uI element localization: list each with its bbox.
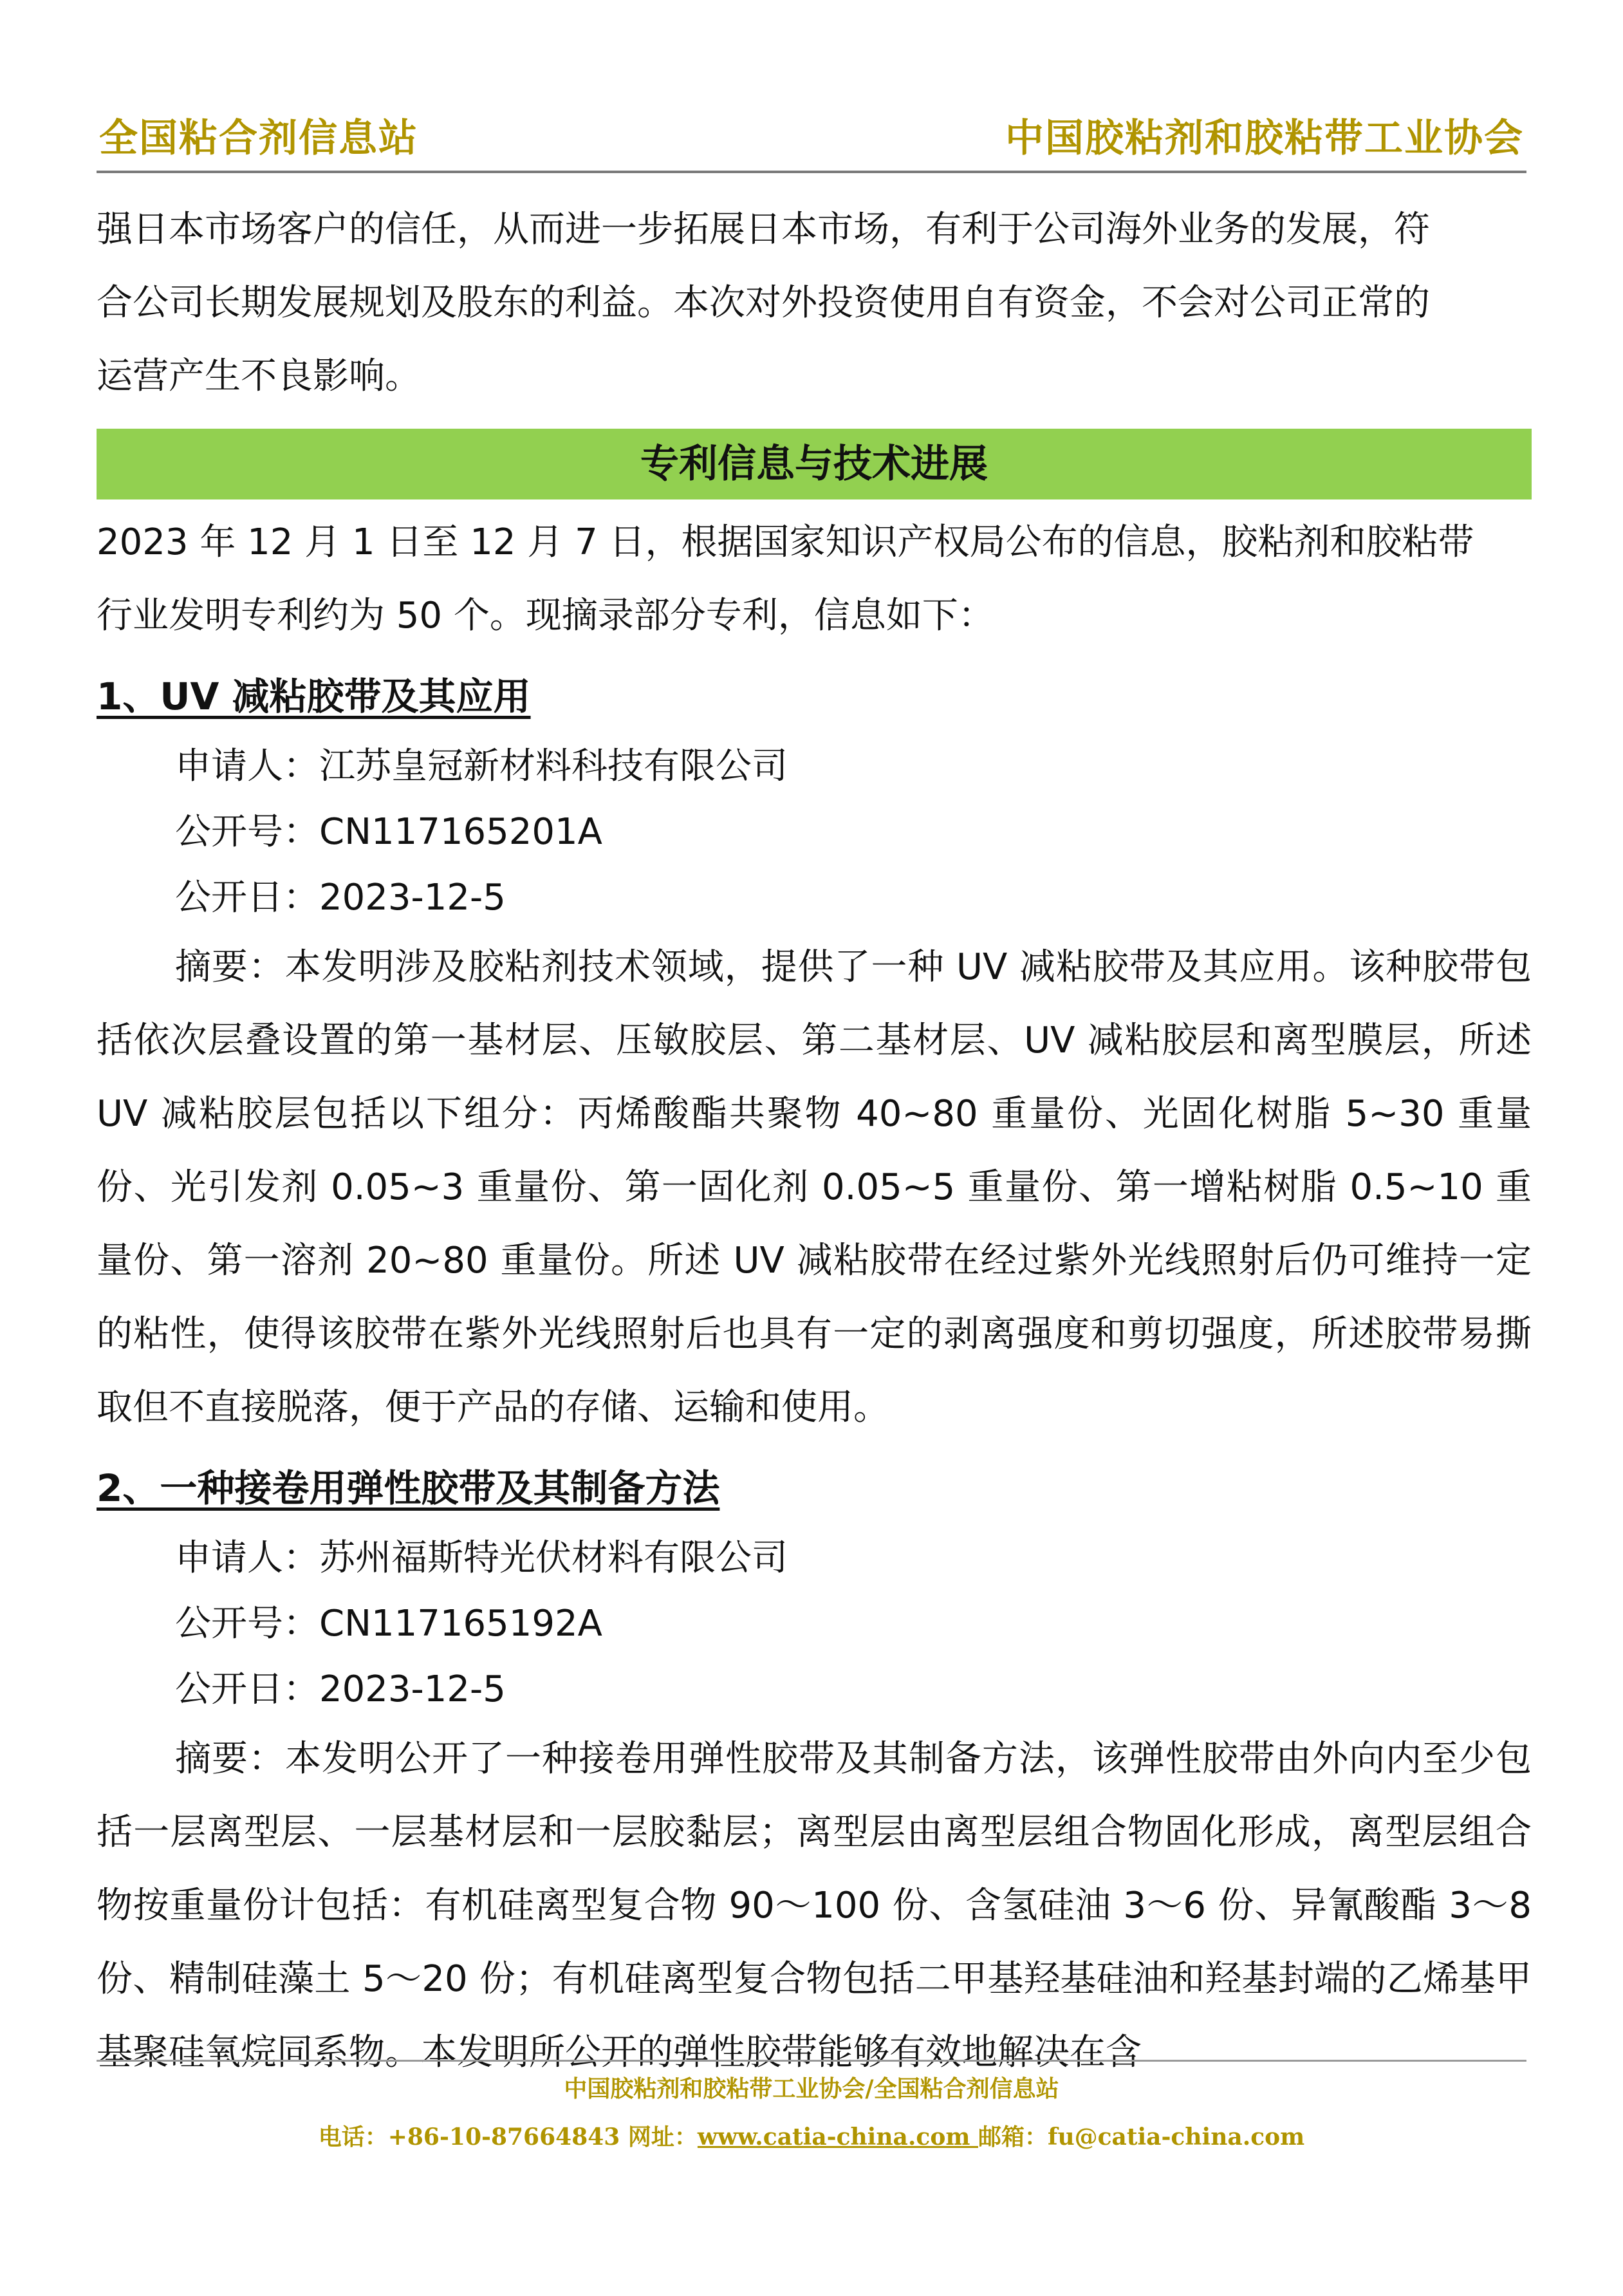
section-summary <box>97 506 1532 653</box>
patent-title: 1、UV 减粘胶带及其应用 <box>97 675 531 718</box>
patent-applicant: 申请人：苏州福斯特光伏材料有限公司 <box>175 1537 788 1579</box>
patent-publication-number: 公开号：CN117165201A <box>175 811 602 853</box>
intro-line: 合公司长期发展规划及股东的利益。本次对外投资使用自有资金，不会对公司正常的 <box>97 282 1430 324</box>
patent-title: 2、一种接卷用弹性胶带及其制备方法 <box>97 1466 720 1510</box>
patent-publication-number: 公开号：CN117165192A <box>175 1603 602 1645</box>
footer-phone: 电话：+86-10-87664843 网址： <box>318 2123 698 2151</box>
header-right-title: 中国胶粘剂和胶粘带工业协会 <box>1005 116 1524 161</box>
header-left-title: 全国粘合剂信息站 <box>99 116 418 161</box>
footer-contact <box>0 2118 1623 2156</box>
summary-line: 2023 年 12 月 1 日至 12 月 7 日，根据国家知识产权局公布的信息，胶粘剂和胶粘带 <box>97 521 1474 563</box>
patent-entry <box>97 1451 1532 2089</box>
patent-entry <box>97 659 1532 1444</box>
patent-abstract: 摘要：本发明涉及胶粘剂技术领域，提供了一种 UV 减粘胶带及其应用。该种胶带包括依次层叠设置的第一基材层、压敏胶层、第二基材层、UV 减粘胶层和离型膜层，所述 UV 减粘胶层包括以下组分：丙烯酸酯共聚物 40~80 重量份、光固化树脂 5~30 重量份、光引发剂 0.05~3 重量份、第一固化剂 0.05~5 重量份、第一增粘树脂 0.5~10 重量份、第一溶剂 20~80 重量份。所述 UV 减粘胶带在经过紫外光线照射后仍可维持一定的粘性，使得该胶带在紫外光线照射后也具有一定的剥离强度和剪切强度，所述胶带易撕取但不直接脱落，便于产品的存储、运输和使用。 <box>97 946 1532 1428</box>
footer-divider <box>97 2060 1526 2062</box>
page-header <box>97 113 1526 173</box>
intro-line: 强日本市场客户的信任，从而进一步拓展日本市场，有利于公司海外业务的发展，符 <box>97 209 1430 250</box>
section-heading: 专利信息与技术进展 <box>97 429 1532 499</box>
intro-line: 运营产生不良影响。 <box>97 355 421 397</box>
patent-publication-date: 公开日：2023-12-5 <box>175 877 506 919</box>
footer-organization: 中国胶粘剂和胶粘带工业协会/全国粘合剂信息站 <box>564 2075 1059 2102</box>
patent-abstract: 摘要：本发明公开了一种接卷用弹性胶带及其制备方法，该弹性胶带由外向内至少包括一层离型层、一层基材层和一层胶黏层；离型层由离型层组合物固化形成，离型层组合物按重量份计包括：有机硅离型复合物 90～100 份、含氢硅油 3～6 份、异氰酸酯 3～8 份、精制硅藻土 5～20 份；有机硅离型复合物包括二甲基羟基硅油和羟基封端的乙烯基甲基聚硅氧烷同系物。本发明所公开的弹性胶带能够有效地解决在含 <box>97 1738 1532 2073</box>
patent-applicant: 申请人：江苏皇冠新材料科技有限公司 <box>175 745 788 787</box>
footer-website-link[interactable]: www.catia-china.com <box>697 2123 978 2151</box>
page-content <box>97 193 1532 2089</box>
intro-paragraph <box>97 193 1532 413</box>
patent-publication-date: 公开日：2023-12-5 <box>175 1668 506 1710</box>
summary-line: 行业发明专利约为 50 个。现摘录部分专利，信息如下： <box>97 595 994 637</box>
footer-email: 邮箱：fu@catia-china.com <box>978 2123 1305 2151</box>
